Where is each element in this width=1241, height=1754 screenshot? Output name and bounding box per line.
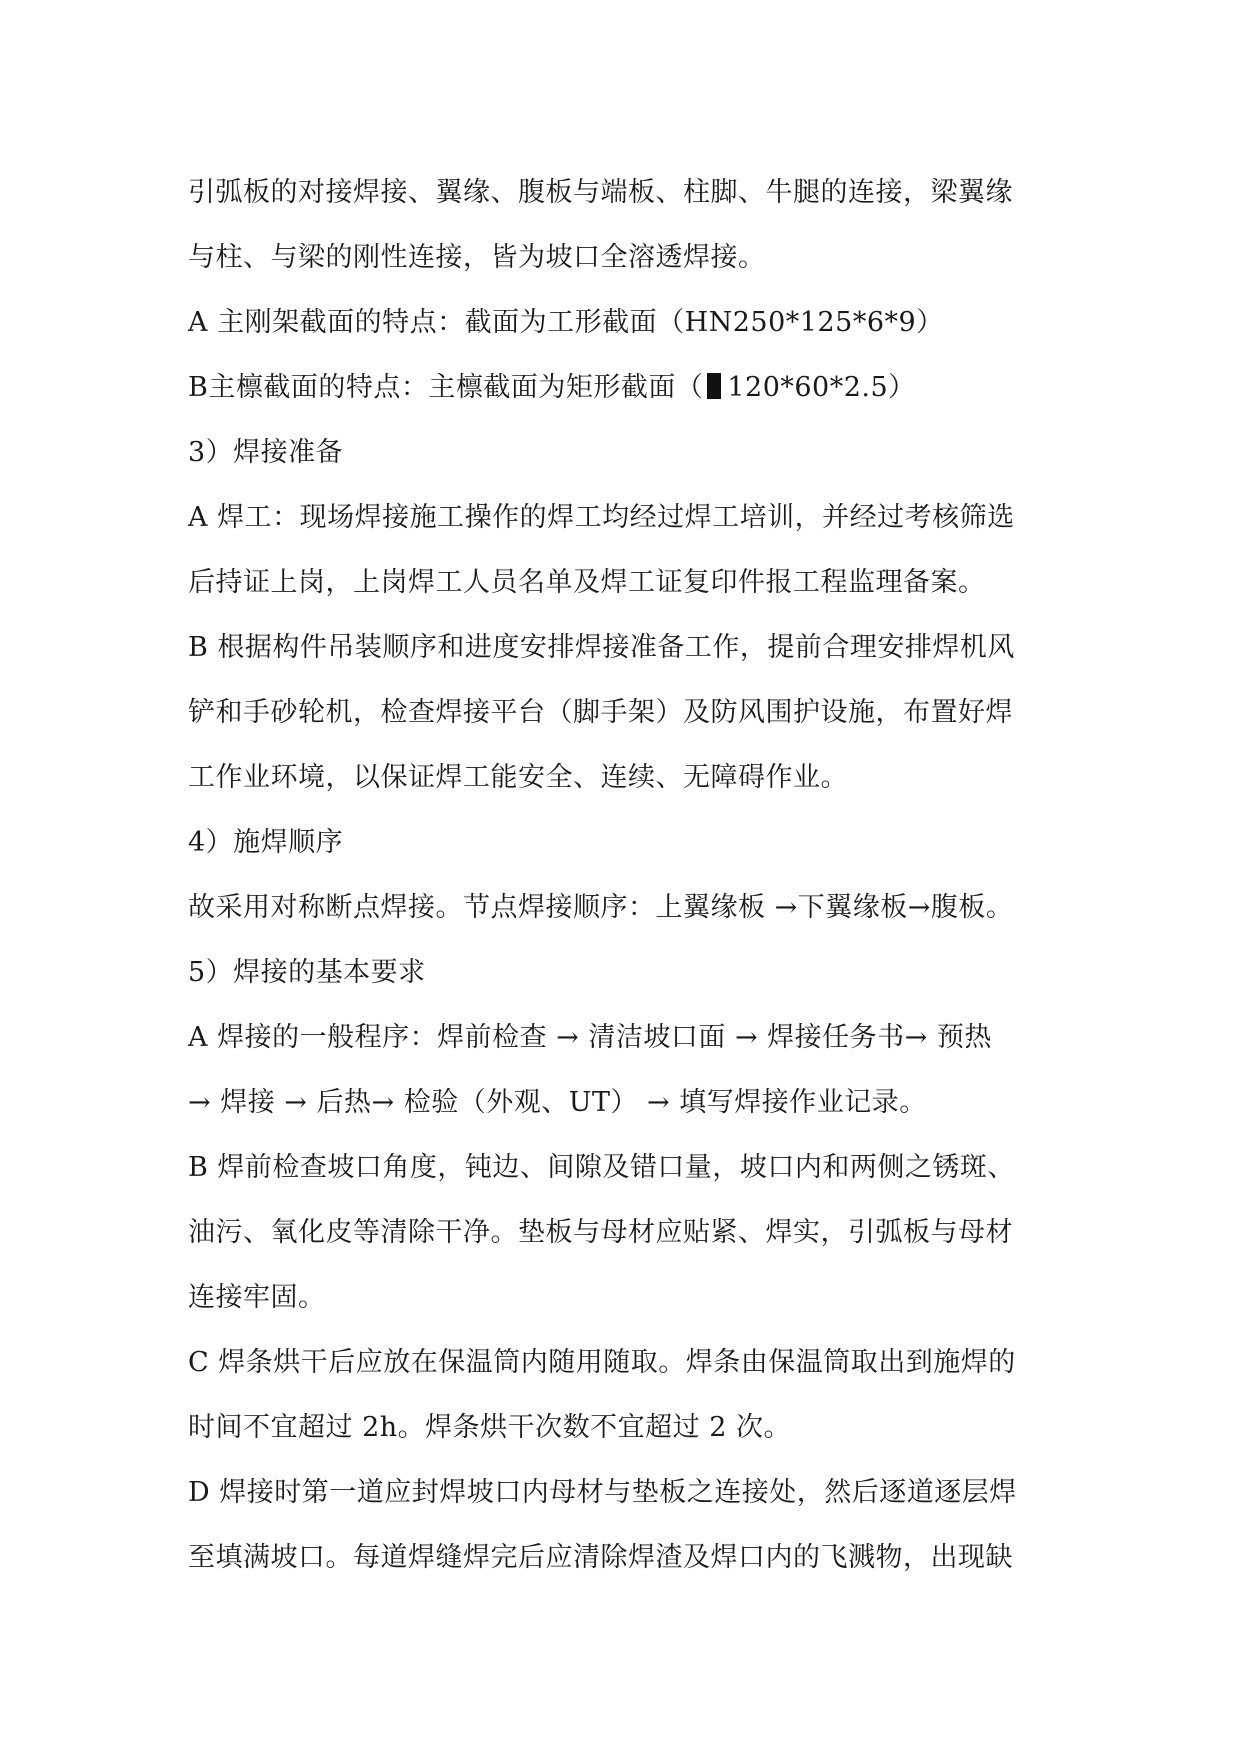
text-line: 引弧板的对接焊接、翼缘、腹板与端板、柱脚、牛腿的连接，梁翼缘 bbox=[188, 177, 1013, 208]
section-heading: 3）焊接准备 bbox=[188, 437, 344, 468]
text-line: B 焊前检查坡口角度，钝边、间隙及错口量，坡口内和两侧之锈斑、 bbox=[188, 1152, 1015, 1183]
text-line: 油污、氧化皮等清除干净。垫板与母材应贴紧、焊实，引弧板与母材 bbox=[188, 1217, 1013, 1248]
text-line bbox=[188, 355, 1068, 420]
section-heading: 4）施焊顺序 bbox=[188, 827, 344, 858]
text-line-head: B主檩截面的特点：主檩截面为矩形截面（ bbox=[188, 372, 704, 403]
text-line: 时间不宜超过 2h。焊条烘干次数不宜超过 2 次。 bbox=[188, 1412, 791, 1443]
text-line: B 根据构件吊装顺序和进度安排焊接准备工作，提前合理安排焊机风 bbox=[188, 632, 1015, 663]
text-line: A 焊接的一般程序：焊前检查 → 清洁坡口面 → 焊接任务书→ 预热 bbox=[188, 1022, 992, 1053]
text-line: 连接牢固。 bbox=[188, 1282, 326, 1313]
text-line: 故采用对称断点焊接。节点焊接顺序：上翼缘板 →下翼缘板→腹板。 bbox=[188, 892, 1014, 923]
text-line: D 焊接时第一道应封焊坡口内母材与垫板之连接处，然后逐道逐层焊 bbox=[188, 1477, 1017, 1508]
text-line: 铲和手砂轮机，检查焊接平台（脚手架）及防风围护设施，布置好焊 bbox=[188, 697, 1013, 728]
text-line-tail: 120*60*2.5） bbox=[727, 372, 916, 403]
text-line: C 焊条烘干后应放在保温筒内随用随取。焊条由保温筒取出到施焊的 bbox=[188, 1347, 1016, 1378]
text-line: 与柱、与梁的刚性连接，皆为坡口全溶透焊接。 bbox=[188, 242, 766, 273]
section-heading: 5）焊接的基本要求 bbox=[188, 957, 426, 988]
text-line: A 主刚架截面的特点：截面为工形截面（HN250*125*6*9） bbox=[188, 307, 944, 338]
text-line: → 焊接 → 后热→ 检验（外观、UT） → 填写焊接作业记录。 bbox=[188, 1087, 927, 1118]
document-body bbox=[188, 160, 1068, 1590]
text-line: 工作业环境，以保证焊工能安全、连续、无障碍作业。 bbox=[188, 762, 848, 793]
text-line: 后持证上岗，上岗焊工人员名单及焊工证复印件报工程监理备案。 bbox=[188, 567, 986, 598]
rectangular-section-icon bbox=[707, 373, 721, 399]
text-line: 至填满坡口。每道焊缝焊完后应清除焊渣及焊口内的飞溅物，出现缺 bbox=[188, 1542, 1013, 1573]
text-line: A 焊工：现场焊接施工操作的焊工均经过焊工培训，并经过考核筛选 bbox=[188, 502, 1015, 533]
